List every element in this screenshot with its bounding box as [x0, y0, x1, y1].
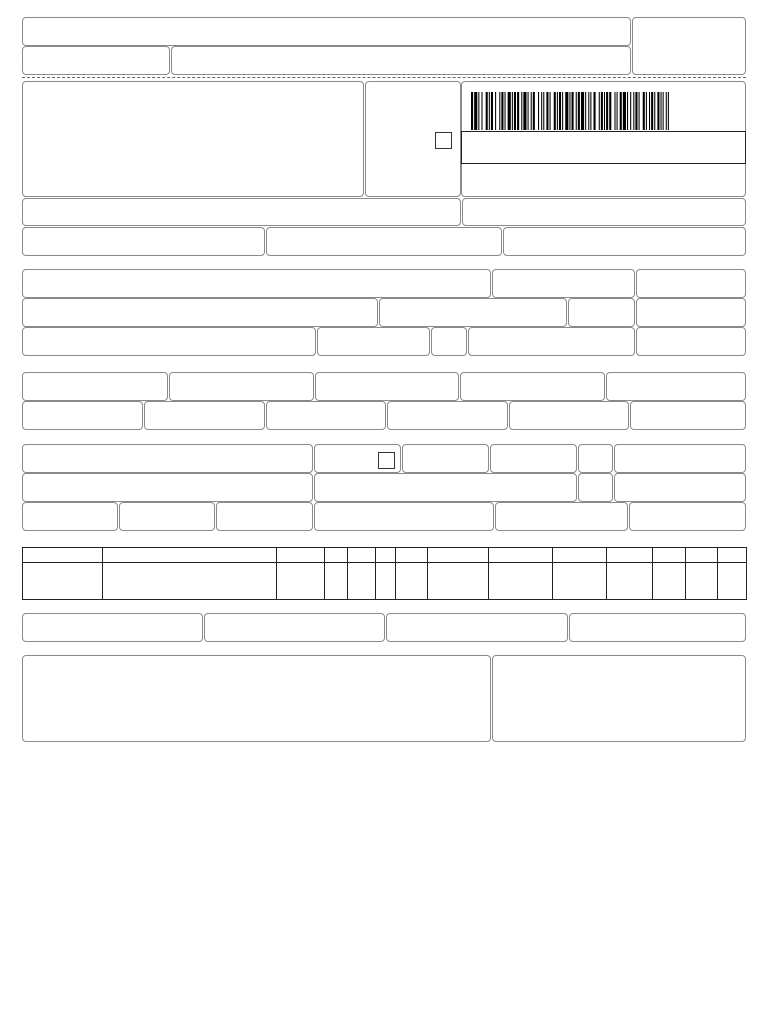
barcode-bar [578, 92, 580, 130]
barcode-bar [512, 92, 513, 130]
barcode-number-field[interactable] [461, 131, 746, 164]
items-col-header-14 [718, 548, 747, 563]
items-cell-9[interactable] [489, 563, 553, 600]
items-cell-3[interactable] [277, 563, 325, 600]
field-s3-r1-c5[interactable] [606, 372, 746, 401]
tear-off-divider [22, 77, 746, 78]
barcode-bar [601, 92, 603, 130]
barcode-bar [606, 92, 608, 130]
items-col-header-13 [686, 548, 718, 563]
barcode-bar [521, 92, 522, 130]
field-s6-c3[interactable] [386, 613, 568, 642]
field-s2-r3-c5[interactable] [636, 327, 746, 356]
items-col-header-1 [23, 548, 103, 563]
barcode-bar [643, 92, 645, 130]
header-corner-field[interactable] [632, 17, 746, 75]
barcode-bar [557, 92, 558, 130]
barcode-bar [657, 92, 659, 130]
field-s4-r1-c1[interactable] [22, 444, 313, 473]
items-cell-11[interactable] [607, 563, 653, 600]
barcode-bar [528, 92, 529, 130]
barcode-bar [585, 92, 586, 130]
items-cell-10[interactable] [553, 563, 607, 600]
items-col-header-6 [376, 548, 396, 563]
items-col-header-12 [653, 548, 686, 563]
barcode-bar [486, 92, 488, 130]
items-cell-2[interactable] [103, 563, 277, 600]
items-col-header-11 [607, 548, 653, 563]
items-col-header-2 [103, 548, 277, 563]
barcode-bar [489, 92, 490, 130]
field-s4-r2-c1[interactable] [22, 473, 313, 502]
field-s2-r1-c2[interactable] [492, 269, 635, 298]
items-cell-14[interactable] [718, 563, 747, 600]
barcode-bar [627, 92, 628, 130]
barcode-bar [620, 92, 622, 130]
items-col-header-3 [277, 548, 325, 563]
barcode-bar [569, 92, 570, 130]
table-row [23, 563, 747, 600]
items-cell-6[interactable] [376, 563, 396, 600]
header-sub-field-b[interactable] [171, 46, 631, 75]
barcode-bar [478, 92, 479, 130]
items-cell-12[interactable] [653, 563, 686, 600]
barcode-bar [590, 92, 591, 130]
barcode [471, 92, 671, 130]
checkbox-mid[interactable] [378, 452, 395, 469]
field-s3-r2-c4[interactable] [387, 401, 508, 430]
barcode-bar [481, 92, 482, 130]
barcode-bar [594, 92, 596, 130]
items-cell-5[interactable] [348, 563, 376, 600]
field-s4-r3-c4[interactable] [314, 502, 494, 531]
barcode-bar [546, 92, 548, 130]
field-s4-r1-c5[interactable] [578, 444, 613, 473]
recipient-address-field[interactable] [22, 81, 364, 197]
items-cell-4[interactable] [325, 563, 348, 600]
field-s4-r1-c3[interactable] [402, 444, 489, 473]
barcode-bar [639, 92, 640, 130]
barcode-bar [649, 92, 650, 130]
items-col-header-5 [348, 548, 376, 563]
items-cell-13[interactable] [686, 563, 718, 600]
barcode-bar [505, 92, 506, 130]
authentication-field[interactable] [492, 655, 746, 742]
field-s3-r2-c5[interactable] [509, 401, 629, 430]
barcode-bar [559, 92, 561, 130]
field-s4-r1-c6[interactable] [614, 444, 746, 473]
barcode-bar [495, 92, 496, 130]
barcode-bar [531, 92, 532, 130]
items-col-header-7 [396, 548, 428, 563]
barcode-bar [538, 92, 539, 130]
barcode-bar [668, 92, 669, 130]
field-s4-r2-c2[interactable] [314, 473, 577, 502]
field-s6-c4[interactable] [569, 613, 746, 642]
barcode-bar [609, 92, 611, 130]
barcode-bar [565, 92, 568, 130]
field-s1-r3-c3[interactable] [503, 227, 746, 256]
barcode-bar [508, 92, 511, 130]
barcode-bar [581, 92, 584, 130]
barcode-bar [533, 92, 535, 130]
barcode-bar [614, 92, 615, 130]
field-s6-c1[interactable] [22, 613, 203, 642]
items-col-header-10 [553, 548, 607, 563]
field-s2-r2-c2[interactable] [379, 298, 567, 327]
field-s3-r2-c2[interactable] [144, 401, 265, 430]
field-s2-r2-c1[interactable] [22, 298, 378, 327]
field-s3-r2-c3[interactable] [266, 401, 386, 430]
field-s1-r2-c1[interactable] [22, 198, 461, 226]
field-s2-r3-c3[interactable] [431, 327, 467, 356]
field-s3-r1-c1[interactable] [22, 372, 168, 401]
field-s2-r3-c1[interactable] [22, 327, 316, 356]
field-s2-r2-c3[interactable] [568, 298, 635, 327]
barcode-bar [543, 92, 544, 130]
field-s4-r3-c3[interactable] [216, 502, 313, 531]
field-s2-r3-c4[interactable] [468, 327, 635, 356]
field-s6-c2[interactable] [204, 613, 385, 642]
checkbox-top[interactable] [435, 132, 452, 149]
barcode-bar [562, 92, 563, 130]
field-s3-r1-c2[interactable] [169, 372, 314, 401]
remarks-field[interactable] [22, 655, 491, 742]
barcode-bar [517, 92, 519, 130]
barcode-bar [654, 92, 655, 130]
field-s3-r1-c4[interactable] [460, 372, 605, 401]
document-title-field[interactable] [22, 17, 631, 46]
items-cell-1[interactable] [23, 563, 103, 600]
field-s4-r3-c2[interactable] [119, 502, 215, 531]
field-s3-r2-c6[interactable] [630, 401, 746, 430]
barcode-bar [501, 92, 503, 130]
barcode-bar [491, 92, 493, 130]
field-s4-r3-c1[interactable] [22, 502, 118, 531]
barcode-bar [514, 92, 516, 130]
field-s4-r3-c6[interactable] [629, 502, 746, 531]
field-s2-r1-c1[interactable] [22, 269, 491, 298]
field-s4-r3-c5[interactable] [495, 502, 628, 531]
field-s1-r3-c1[interactable] [22, 227, 265, 256]
barcode-bar [604, 92, 605, 130]
barcode-bar [572, 92, 574, 130]
barcode-bar [471, 92, 473, 130]
barcode-bar [646, 92, 647, 130]
barcode-bar [663, 92, 664, 130]
items-table-header-row [23, 548, 747, 563]
field-s3-r1-c3[interactable] [315, 372, 459, 401]
items-col-header-9 [489, 548, 553, 563]
barcode-bar [666, 92, 667, 130]
barcode-bar [633, 92, 634, 130]
barcode-bar [588, 92, 589, 130]
barcode-bar [576, 92, 577, 130]
barcode-bar [635, 92, 637, 130]
items-table [22, 547, 747, 600]
field-s3-r2-c1[interactable] [22, 401, 143, 430]
barcode-bar [661, 92, 662, 130]
field-s4-r1-c4[interactable] [490, 444, 577, 473]
barcode-bar [599, 92, 600, 130]
items-col-header-4 [325, 548, 348, 563]
header-sub-field-a[interactable] [22, 46, 170, 75]
items-cell-8[interactable] [428, 563, 489, 600]
field-s1-r2-c2[interactable] [462, 198, 746, 226]
barcode-bar [541, 92, 542, 130]
field-s4-r2-c4[interactable] [614, 473, 746, 502]
barcode-bar [617, 92, 618, 130]
barcode-bar [651, 92, 653, 130]
field-s2-r2-c4[interactable] [636, 298, 746, 327]
field-s4-r2-c3[interactable] [578, 473, 613, 502]
barcode-bar [554, 92, 556, 130]
field-s2-r3-c2[interactable] [317, 327, 430, 356]
barcode-bar [630, 92, 631, 130]
barcode-bar [499, 92, 500, 130]
items-col-header-8 [428, 548, 489, 563]
barcode-bar [474, 92, 477, 130]
field-s2-r1-c3[interactable] [636, 269, 746, 298]
items-cell-7[interactable] [396, 563, 428, 600]
field-s1-r3-c2[interactable] [266, 227, 502, 256]
barcode-bar [523, 92, 526, 130]
barcode-bar [550, 92, 551, 130]
barcode-bar [623, 92, 626, 130]
